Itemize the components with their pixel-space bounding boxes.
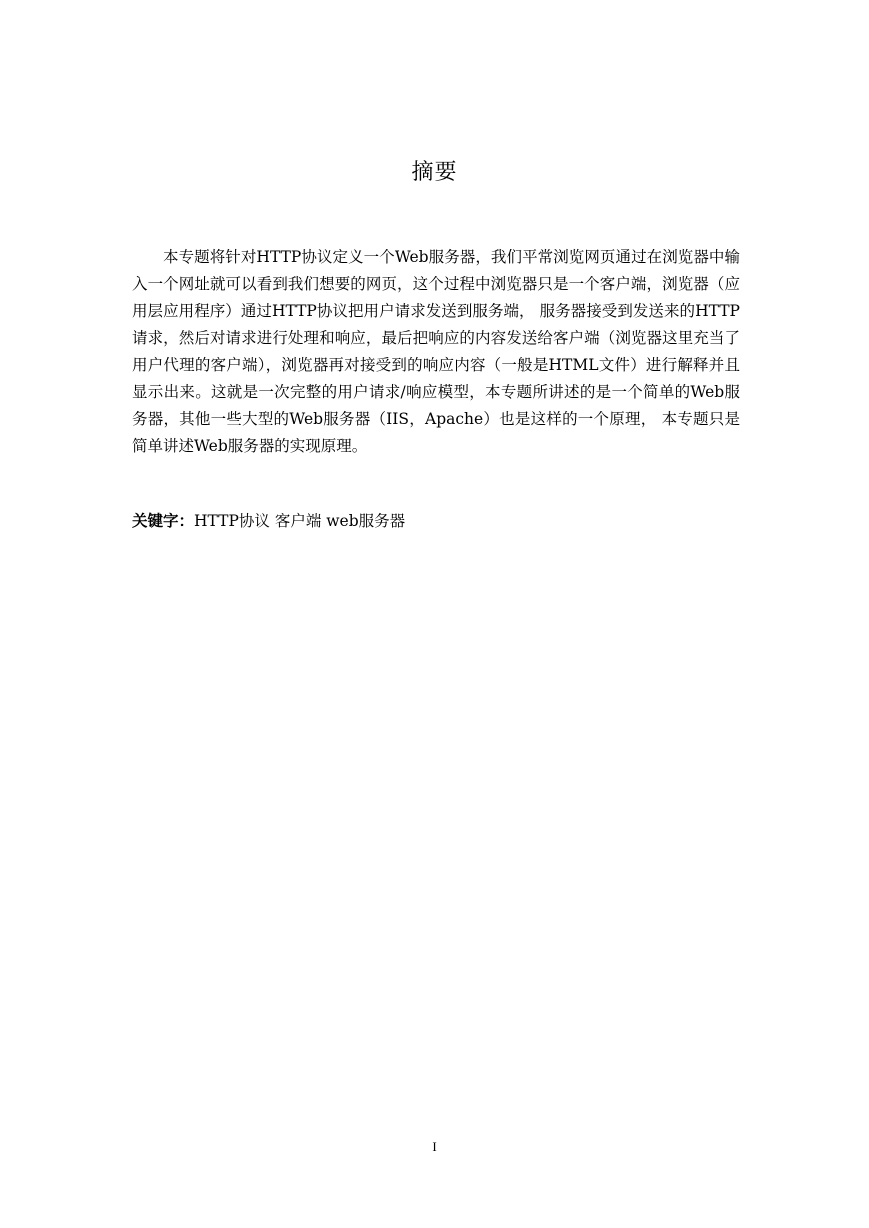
page-number: I — [432, 1139, 437, 1154]
keywords-line — [132, 508, 740, 535]
keywords-value: HTTP协议 客户端 web服务器 — [194, 512, 406, 530]
keywords-label: 关键字： — [132, 512, 195, 530]
page-title: 摘要 — [411, 160, 458, 185]
abstract-paragraph: 本专题将针对HTTP协议定义一个Web服务器，我们平常浏览网页通过在浏览器中输入一个网址就可以看到我们想要的网页，这个过程中浏览器只是一个客户端，浏览器（应用层应用程序）通过HTTP协议把用户请求发送到服务端， 服务器接受到发送来的HTTP请求，然后对请求进行处理和响应，最后把响应的内容发送给客户端（浏览器这里充当了用户代理的客户端），浏览器再对接受到的响应内容（一般是HTML文件）进行解释并且显示出来。这就是一次完整的用户请求/响应模型，本专题所讲述的是一个简单的Web服务器，其他一些大型的Web服务器（IIS，Apache）也是这样的一个原理， 本专题只是简单讲述Web服务器的实现原理。 — [132, 248, 740, 455]
